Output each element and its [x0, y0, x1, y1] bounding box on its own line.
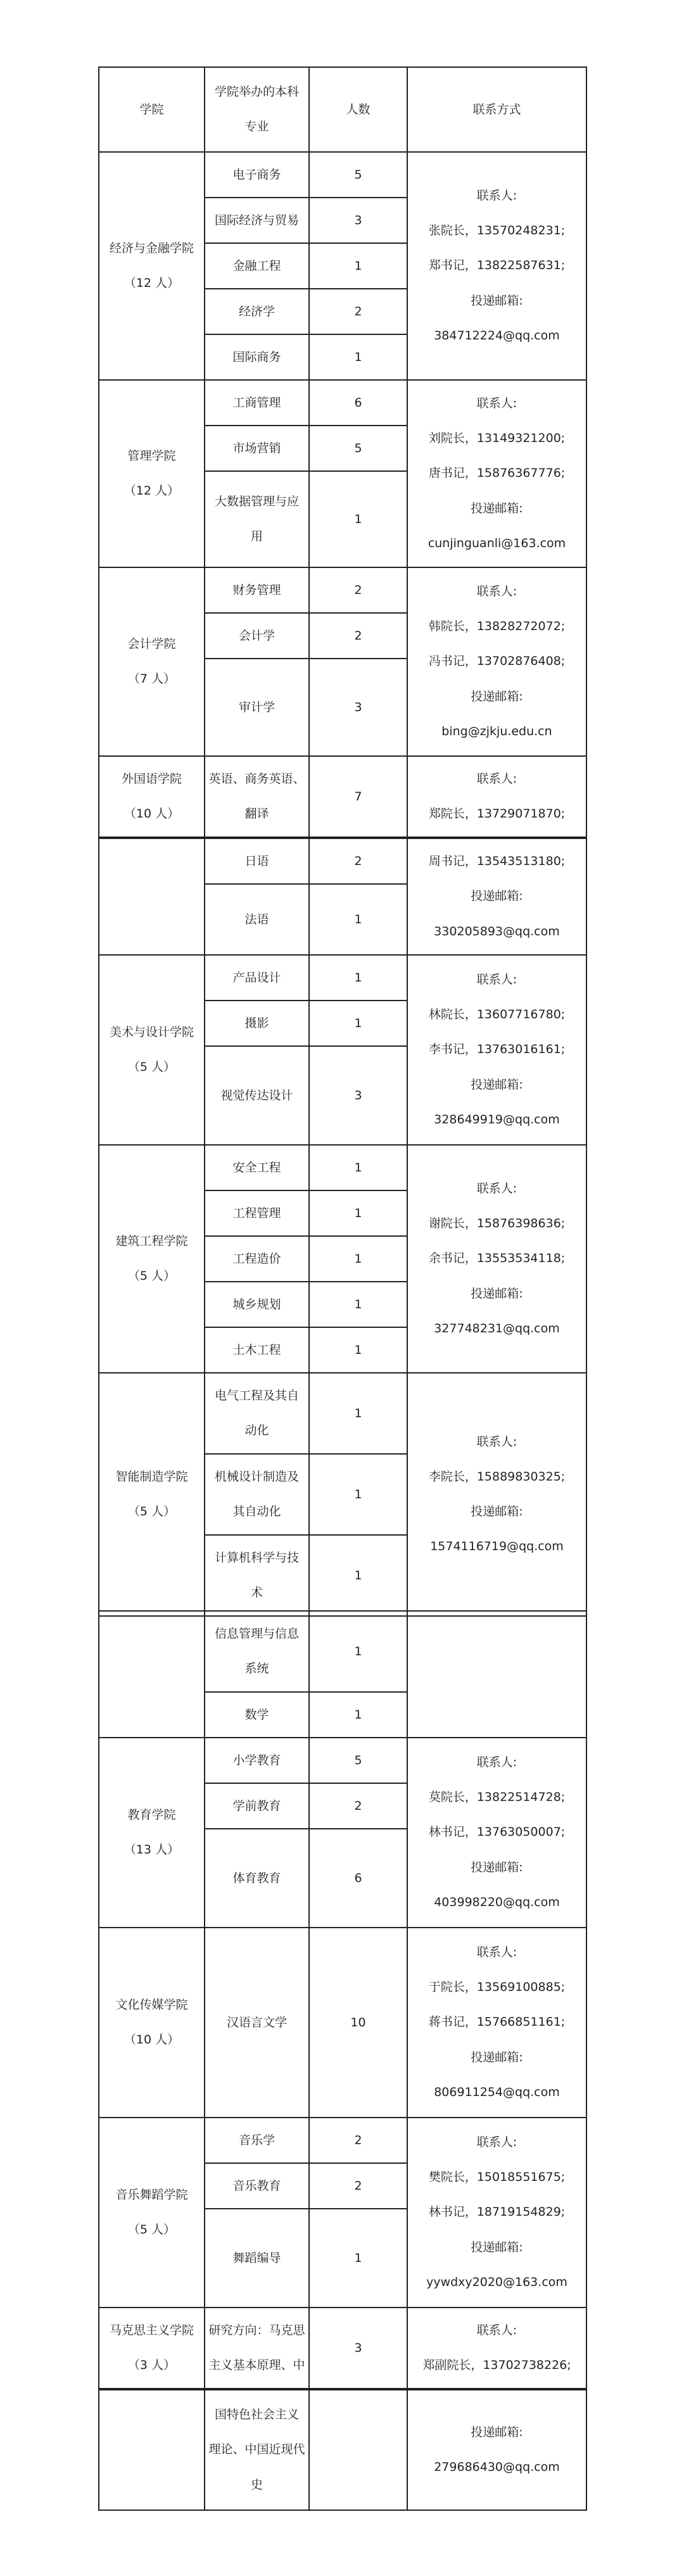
table-header-row	[99, 67, 586, 152]
college-name: 经济与金融学院	[109, 241, 194, 255]
college-quota: （5 人）	[127, 1269, 176, 1283]
major-cell	[205, 2390, 309, 2510]
college-cell-waiguoyu	[99, 756, 205, 837]
contact-person: 于院长，13569100885;	[428, 1980, 566, 1995]
major-cell: 工程造价	[205, 1236, 309, 1282]
college-quota: （12 人）	[124, 276, 180, 290]
major-line: 史	[250, 2477, 263, 2492]
contact-person: 林书记，18719154829;	[428, 2205, 566, 2219]
email-address: 279686430@qq.com	[434, 2460, 560, 2474]
college-name: 音乐舞蹈学院	[115, 2187, 188, 2202]
contact-cell-empty	[407, 1611, 586, 1738]
table-row	[99, 1611, 586, 1692]
count-cell: 5	[309, 426, 407, 471]
major-cell: 学前教育	[205, 1783, 309, 1829]
college-quota: （5 人）	[127, 1060, 176, 1074]
contact-cell-guanli	[407, 380, 586, 567]
major-cell: 汉语言文学	[205, 1928, 309, 2118]
count-cell: 1	[309, 1535, 407, 1616]
major-cell: 体育教育	[205, 1829, 309, 1928]
email-address: bing@zjkju.edu.cn	[441, 724, 552, 738]
major-cell: 视觉传达设计	[205, 1046, 309, 1145]
college-quota: （5 人）	[127, 1505, 176, 1518]
email-label: 投递邮箱:	[471, 1286, 523, 1301]
header-count: 人数	[309, 67, 407, 152]
major-cell: 工商管理	[205, 380, 309, 426]
college-cell-empty	[99, 2390, 205, 2510]
college-cell-empty	[99, 838, 205, 955]
contact-cell-yinyue	[407, 2118, 586, 2308]
major-cell	[205, 471, 309, 567]
contact-label: 联系人:	[476, 584, 517, 599]
contact-label: 联系人:	[476, 771, 517, 786]
major-line: 英语、商务英语、	[208, 771, 305, 786]
enrollment-table-part-4	[98, 2389, 587, 2511]
major-cell: 审计学	[205, 659, 309, 756]
count-cell: 7	[309, 756, 407, 837]
email-address: 384712224@qq.com	[434, 328, 560, 343]
major-cell: 经济学	[205, 289, 309, 334]
table-row	[99, 1373, 586, 1454]
count-cell: 1	[309, 243, 407, 289]
count-cell: 1	[309, 471, 407, 567]
table-row	[99, 838, 586, 884]
enrollment-table-part-1	[98, 66, 587, 838]
major-line: 机械设计制造及	[214, 1469, 299, 1484]
contact-label: 联系人:	[476, 1182, 517, 1196]
major-line: 术	[250, 1586, 263, 1600]
contact-cell-waiguoyu	[407, 756, 586, 837]
contact-person: 冯书记，13702876408;	[428, 654, 566, 669]
email-label: 投递邮箱:	[471, 889, 523, 904]
email-label: 投递邮箱:	[471, 1077, 523, 1092]
major-line: 计算机科学与技	[214, 1550, 299, 1565]
major-cell: 财务管理	[205, 567, 309, 613]
major-cell: 舞蹈编导	[205, 2209, 309, 2308]
major-cell: 工程管理	[205, 1190, 309, 1236]
email-address: 330205893@qq.com	[434, 924, 560, 938]
email-label: 投递邮箱:	[471, 2425, 523, 2439]
count-cell: 5	[309, 1738, 407, 1783]
major-cell: 音乐教育	[205, 2163, 309, 2209]
table-row	[99, 756, 586, 837]
contact-cell-jingji	[407, 152, 586, 380]
count-cell: 10	[309, 1928, 407, 2118]
email-address: 806911254@qq.com	[434, 2085, 560, 2099]
major-cell: 摄影	[205, 1001, 309, 1046]
count-cell: 5	[309, 152, 407, 198]
contact-cell-meishu	[407, 955, 586, 1145]
count-cell: 2	[309, 613, 407, 659]
college-cell-jianzhu	[99, 1145, 205, 1373]
email-address: 403998220@qq.com	[434, 1895, 560, 1909]
count-cell: 1	[309, 1190, 407, 1236]
major-cell	[205, 756, 309, 837]
enrollment-table-part-3	[98, 1610, 587, 2389]
college-cell-jingji	[99, 152, 205, 380]
table-row	[99, 1145, 586, 1190]
college-name: 文化传媒学院	[115, 1997, 188, 2012]
contact-label: 联系人:	[476, 396, 517, 411]
count-cell: 1	[309, 334, 407, 380]
major-line: 大数据管理与应	[214, 494, 299, 508]
major-cell	[205, 1373, 309, 1454]
count-cell: 2	[309, 289, 407, 334]
contact-person: 唐书记，15876367776;	[428, 466, 566, 481]
contact-cell-kuaiji	[407, 567, 586, 756]
count-cell: 1	[309, 1282, 407, 1327]
college-quota: （10 人）	[124, 2033, 180, 2047]
major-cell: 电子商务	[205, 152, 309, 198]
count-cell: 3	[309, 659, 407, 756]
major-cell: 法语	[205, 884, 309, 955]
college-cell-guanli	[99, 380, 205, 567]
college-name: 会计学院	[127, 636, 176, 651]
college-name: 智能制造学院	[115, 1469, 188, 1484]
table-row	[99, 567, 586, 613]
count-cell: 2	[309, 2163, 407, 2209]
contact-cell-jianzhu	[407, 1145, 586, 1373]
count-cell: 3	[309, 198, 407, 243]
major-cell	[205, 1454, 309, 1535]
major-cell	[205, 1535, 309, 1616]
header-major-line-1: 学院举办的本科	[214, 84, 299, 99]
major-cell: 小学教育	[205, 1738, 309, 1783]
contact-label: 联系人:	[476, 1945, 517, 1960]
contact-cell-jiaoyu	[407, 1738, 586, 1928]
email-label: 投递邮箱:	[471, 2050, 523, 2064]
major-cell	[205, 2308, 309, 2389]
major-cell	[205, 1611, 309, 1692]
major-line: 主义基本原理、中	[208, 2358, 305, 2372]
count-cell: 1	[309, 1236, 407, 1282]
major-line: 翻译	[244, 807, 269, 821]
contact-person: 韩院长，13828272072;	[428, 619, 566, 634]
email-label: 投递邮箱:	[471, 2240, 523, 2254]
contact-label: 联系人:	[476, 189, 517, 203]
table-row	[99, 152, 586, 198]
major-line: 理论、中国近现代	[208, 2442, 305, 2457]
contact-person: 余书记，13553534118;	[428, 1251, 566, 1266]
college-cell-jiaoyu	[99, 1738, 205, 1928]
count-cell: 1	[309, 2209, 407, 2308]
count-cell: 1	[309, 955, 407, 1001]
major-cell: 国际经济与贸易	[205, 198, 309, 243]
contact-person: 张院长，13570248231;	[428, 224, 566, 238]
college-quota: （3 人）	[127, 2358, 176, 2372]
college-cell-wenhua	[99, 1928, 205, 2118]
email-label: 投递邮箱:	[471, 1505, 523, 1518]
email-address: yywdxy2020@163.com	[426, 2275, 567, 2289]
college-name: 外国语学院	[121, 771, 182, 786]
email-address: 328649919@qq.com	[434, 1112, 560, 1127]
college-name: 教育学院	[127, 1807, 176, 1822]
count-cell: 3	[309, 2308, 407, 2389]
contact-cell-makesi-cont	[407, 2390, 586, 2510]
contact-person: 郑副院长，13702738226;	[422, 2358, 571, 2372]
college-cell-yinyue	[99, 2118, 205, 2308]
email-label: 投递邮箱:	[471, 293, 523, 308]
major-line: 动化	[244, 1424, 269, 1437]
major-line: 研究方向：马克思	[208, 2323, 305, 2337]
contact-label: 联系人:	[476, 2323, 517, 2337]
college-quota: （12 人）	[124, 484, 180, 498]
count-cell: 1	[309, 884, 407, 955]
major-cell: 金融工程	[205, 243, 309, 289]
email-address: cunjinguanli@163.com	[428, 536, 566, 550]
email-address: 1574116719@qq.com	[430, 1539, 564, 1554]
major-line: 其自动化	[232, 1505, 281, 1518]
major-cell: 会计学	[205, 613, 309, 659]
college-quota: （7 人）	[127, 672, 176, 686]
major-cell: 国际商务	[205, 334, 309, 380]
count-cell: 1	[309, 1001, 407, 1046]
contact-person: 莫院长，13822514728;	[428, 1790, 566, 1805]
college-cell-kuaiji	[99, 567, 205, 756]
table-row	[99, 1738, 586, 1783]
count-cell-empty	[309, 2390, 407, 2510]
count-cell: 1	[309, 1145, 407, 1190]
college-name: 建筑工程学院	[115, 1234, 188, 1248]
count-cell: 2	[309, 1783, 407, 1829]
table-row	[99, 380, 586, 426]
college-cell-makesi	[99, 2308, 205, 2389]
count-cell: 6	[309, 380, 407, 426]
major-line: 用	[250, 529, 263, 543]
contact-cell-wenhua	[407, 1928, 586, 2118]
major-line: 系统	[244, 1662, 269, 1676]
major-line: 信息管理与信息	[214, 1626, 299, 1641]
count-cell: 2	[309, 567, 407, 613]
table-row	[99, 1928, 586, 2118]
header-college: 学院	[99, 67, 205, 152]
contact-label: 联系人:	[476, 1755, 517, 1770]
contact-cell-waiguoyu-cont	[407, 838, 586, 955]
college-quota: （13 人）	[124, 1843, 180, 1857]
contact-person: 蒋书记，15766851161;	[428, 2015, 566, 2030]
contact-person: 谢院长，15876398636;	[428, 1216, 566, 1231]
major-line: 电气工程及其自	[214, 1388, 299, 1403]
contact-label: 联系人:	[476, 2135, 517, 2150]
college-name: 管理学院	[127, 448, 176, 463]
email-label: 投递邮箱:	[471, 689, 523, 704]
major-cell: 市场营销	[205, 426, 309, 471]
contact-person: 郑书记，13822587631;	[428, 258, 566, 273]
college-cell-empty	[99, 1611, 205, 1738]
college-quota: （5 人）	[127, 2223, 176, 2237]
email-label: 投递邮箱:	[471, 501, 523, 515]
count-cell: 1	[309, 1611, 407, 1692]
count-cell: 6	[309, 1829, 407, 1928]
table-row	[99, 2390, 586, 2510]
contact-person: 林书记，13763050007;	[428, 1825, 566, 1840]
major-cell: 安全工程	[205, 1145, 309, 1190]
contact-person: 刘院长，13149321200;	[428, 431, 566, 446]
contact-person: 林院长，13607716780;	[428, 1007, 566, 1022]
major-cell: 音乐学	[205, 2118, 309, 2163]
count-cell: 2	[309, 838, 407, 884]
contact-cell-makesi	[407, 2308, 586, 2389]
count-cell: 3	[309, 1046, 407, 1145]
email-label: 投递邮箱:	[471, 1860, 523, 1874]
header-major	[205, 67, 309, 152]
contact-cell-zhineng	[407, 1373, 586, 1616]
header-contact: 联系方式	[407, 67, 586, 152]
college-name: 马克思主义学院	[109, 2323, 194, 2337]
count-cell: 1	[309, 1373, 407, 1454]
contact-label: 联系人:	[476, 1434, 517, 1449]
major-cell: 产品设计	[205, 955, 309, 1001]
major-line: 国特色社会主义	[214, 2408, 299, 2422]
college-cell-zhineng	[99, 1373, 205, 1616]
contact-person: 樊院长，15018551675;	[428, 2170, 566, 2185]
count-cell: 1	[309, 1327, 407, 1373]
table-row	[99, 955, 586, 1001]
count-cell: 1	[309, 1692, 407, 1738]
college-cell-meishu	[99, 955, 205, 1145]
contact-person: 李书记，13763016161;	[428, 1042, 566, 1057]
enrollment-table-part-2	[98, 838, 587, 1617]
major-cell: 数学	[205, 1692, 309, 1738]
contact-label: 联系人:	[476, 973, 517, 987]
contact-person: 周书记，13543513180;	[428, 854, 566, 869]
college-name: 美术与设计学院	[109, 1025, 194, 1039]
contact-person: 郑院长，13729071870;	[428, 807, 566, 821]
major-cell: 城乡规划	[205, 1282, 309, 1327]
college-quota: （10 人）	[124, 807, 180, 821]
count-cell: 1	[309, 1454, 407, 1535]
email-address: 327748231@qq.com	[434, 1321, 560, 1335]
count-cell: 2	[309, 2118, 407, 2163]
contact-person: 李院长，15889830325;	[428, 1469, 566, 1484]
header-major-line-2: 专业	[244, 120, 269, 134]
table-row	[99, 2308, 586, 2389]
major-cell: 土木工程	[205, 1327, 309, 1373]
table-row	[99, 2118, 586, 2163]
major-cell: 日语	[205, 838, 309, 884]
